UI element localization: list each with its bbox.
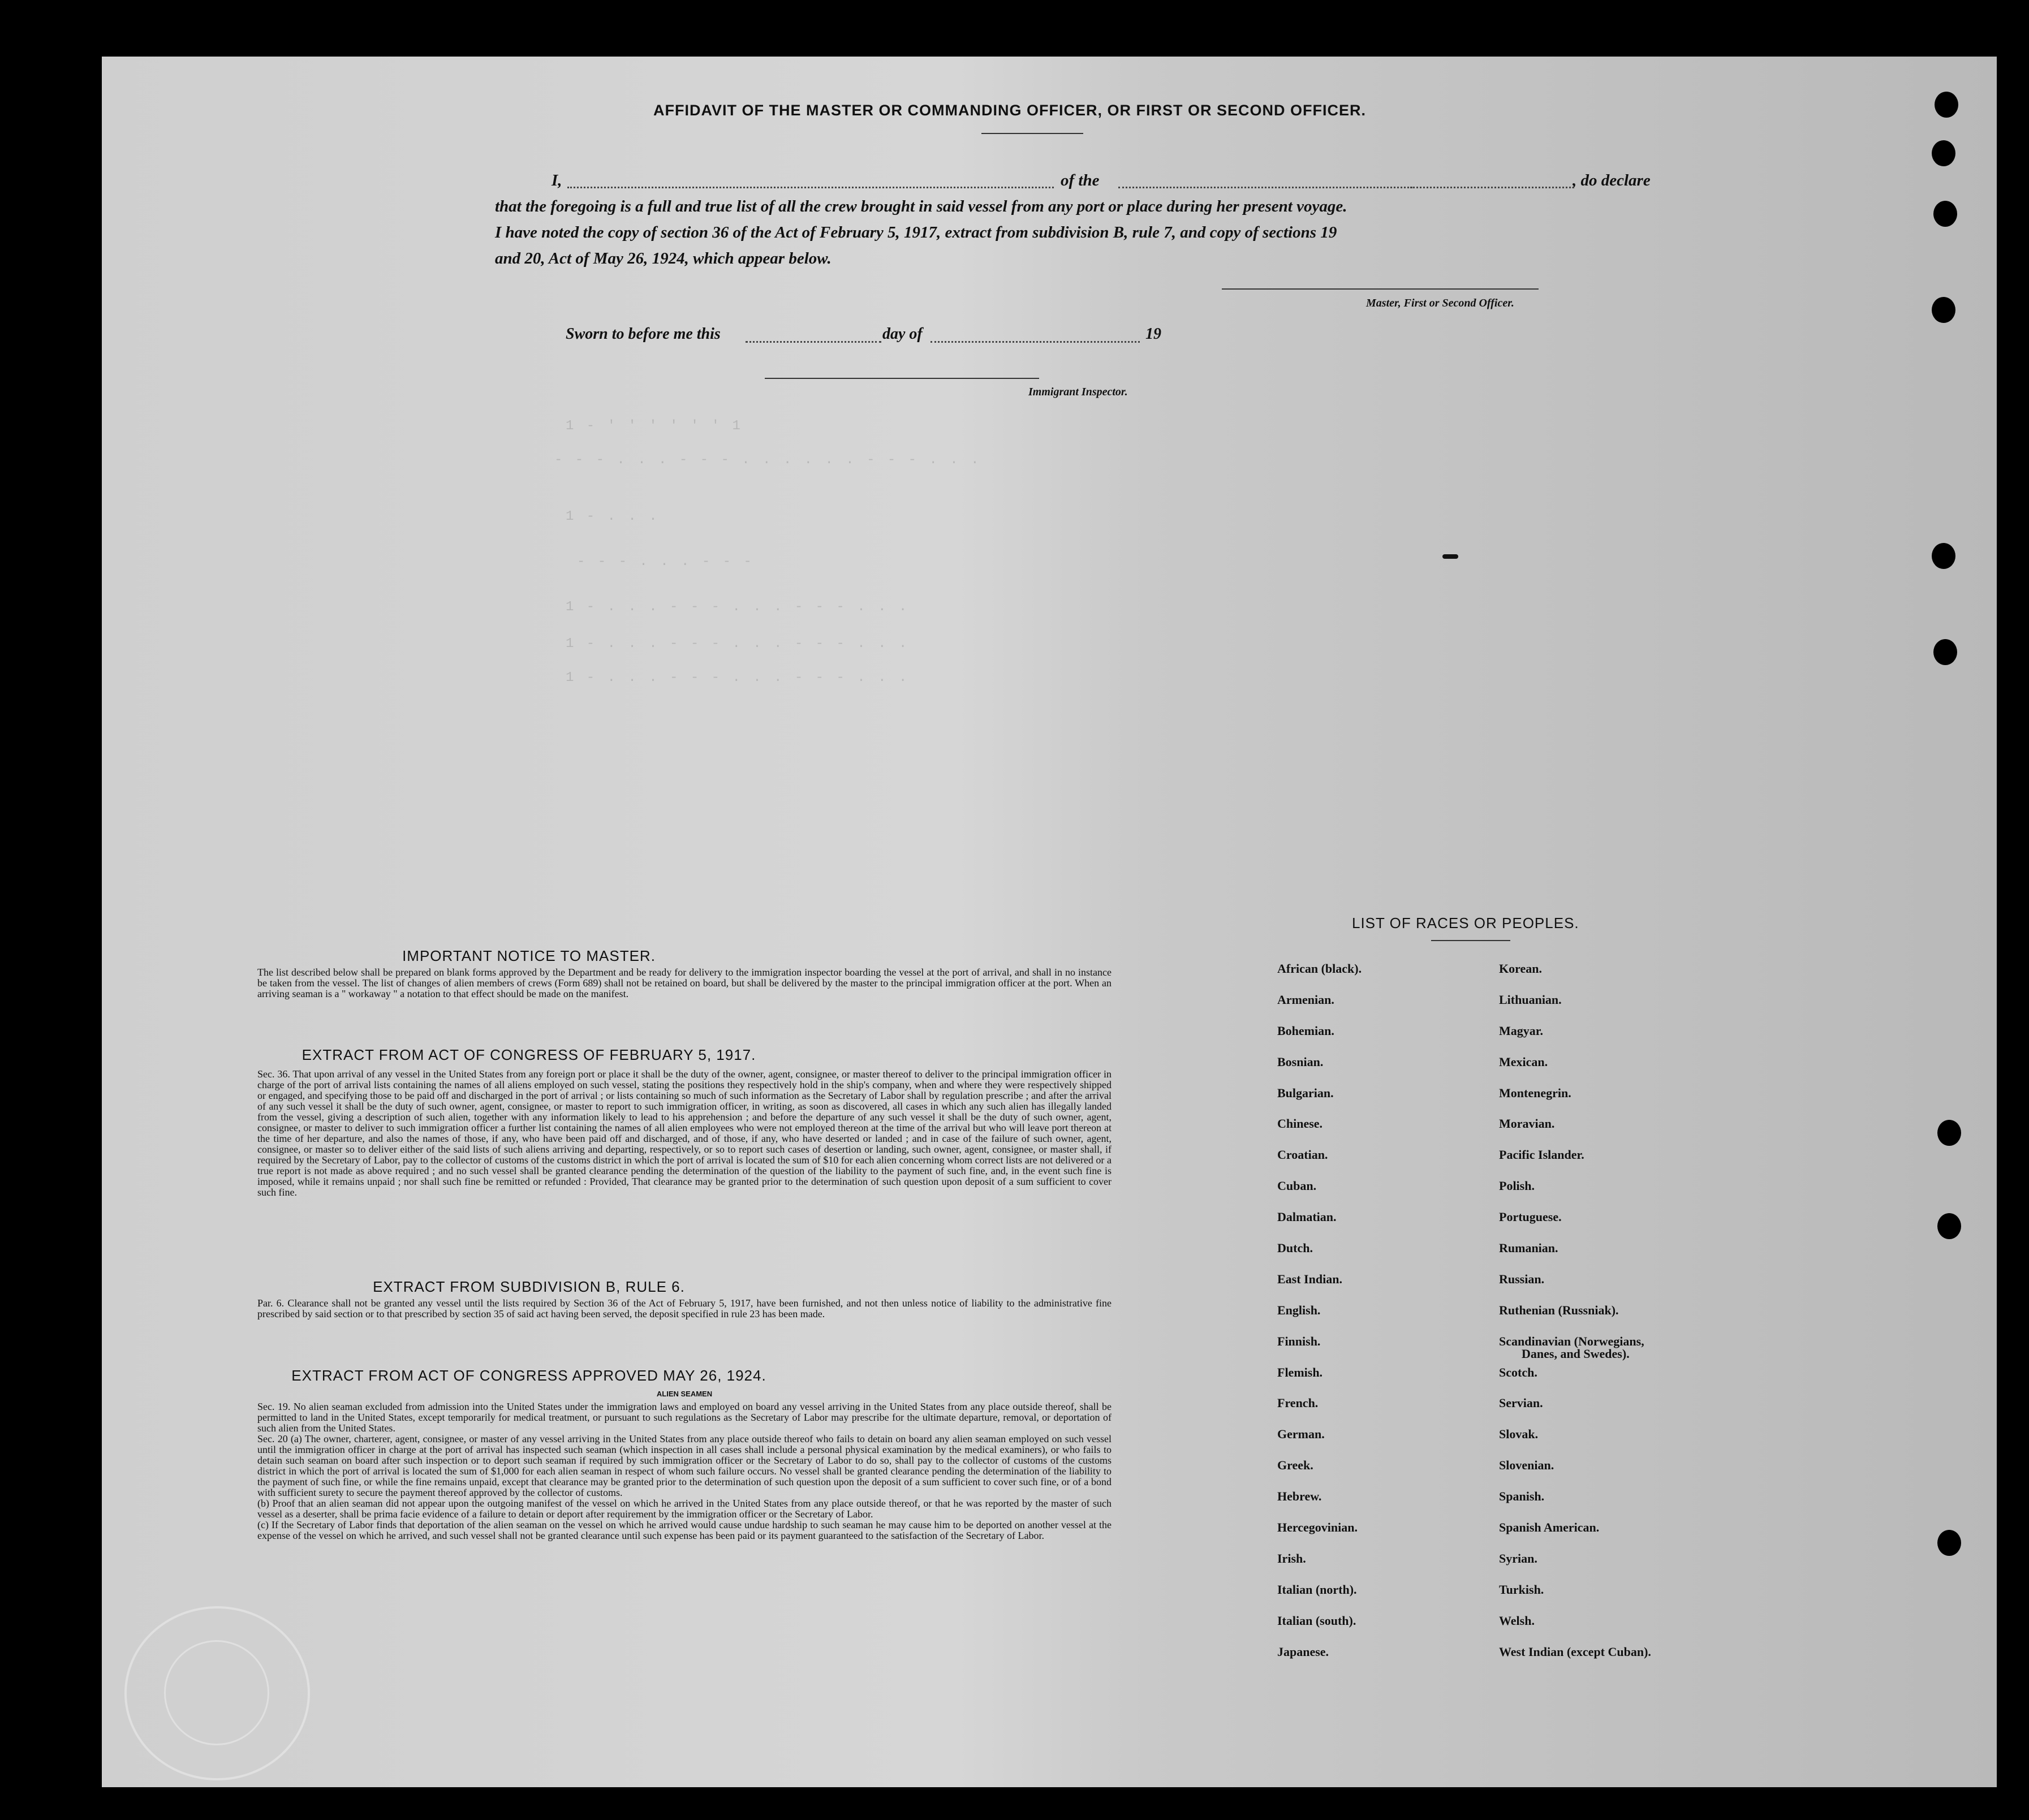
race-item: Greek.	[1277, 1458, 1313, 1473]
race-item: Spanish.	[1499, 1489, 1545, 1504]
notice-title: IMPORTANT NOTICE TO MASTER.	[402, 947, 656, 964]
race-item: Cuban.	[1277, 1179, 1317, 1193]
race-item: English.	[1277, 1303, 1321, 1317]
race-item: Ruthenian (Russniak).	[1499, 1303, 1619, 1317]
races-underline	[1431, 940, 1510, 941]
races-title: LIST OF RACES OR PEOPLES.	[1352, 915, 1579, 931]
binder-hole	[1932, 543, 1955, 569]
race-item: Hercegovinian.	[1277, 1520, 1358, 1535]
race-item: West Indian (except Cuban).	[1499, 1644, 1651, 1659]
notice-body: The list described below shall be prepared on blank forms approved by the Department and be ready for delivery to the immigration inspector boarding the vessel at the port of arrival, and shall in no instance be taken from the vessel. The list of changes of alien members of crews (Form 689) shall not be retained on board, but shall be delivered by the master to the principal immigration officer at the port. When an arriving seaman is a " workaway " a notation to that effect should be made on the manifest.	[257, 967, 1112, 999]
race-item: Servian.	[1499, 1396, 1543, 1411]
sworn-line: Sworn to before me this day of 19	[566, 325, 1161, 343]
race-item: Bosnian.	[1277, 1054, 1324, 1069]
subdivision-b-title: EXTRACT FROM SUBDIVISION B, RULE 6.	[373, 1278, 685, 1295]
bleed-through-text: 1 - . . . - - - . . . - - - . . .	[566, 670, 910, 685]
race-item: Welsh.	[1499, 1613, 1535, 1628]
race-item: Magyar.	[1499, 1023, 1544, 1038]
race-item: Chinese.	[1277, 1116, 1323, 1131]
sec-20b: (b) Proof that an alien seaman did not appear upon the outgoing manifest of the vessel on which he arrived in the United States from any place outside thereof, or that he was reported by the master of such vessel as a deserter, shall be prima facie evidence of a failure to detain or deport after requirement by the immigration officer or the Secretary of Labor.	[257, 1498, 1112, 1520]
bleed-through-text: - - - . . . - - - . . . . . . - - - . . .	[554, 452, 981, 468]
affidavit-i: I,	[552, 171, 562, 189]
subdivision-b-body: Par. 6. Clearance shall not be granted any vessel until the lists required by Section 36 of the Act of February 5, 1917, have been furnished, and not then unless notice of liability to the administrative fine prescribed by said section or to that prescribed by section 35 of said act having been served, the deposit specified in rule 23 has been made.	[257, 1297, 1112, 1319]
race-item: Mexican.	[1499, 1054, 1548, 1069]
races-left-column	[1277, 961, 1362, 1675]
bleed-through-text: 1 - . . .	[566, 509, 660, 524]
race-item: Dutch.	[1277, 1241, 1313, 1256]
race-item: Moravian.	[1499, 1116, 1555, 1131]
affidavit-declare: , do declare	[1573, 171, 1651, 189]
race-item: Dalmatian.	[1277, 1210, 1337, 1224]
race-item: East Indian.	[1277, 1271, 1342, 1286]
affidavit-title: AFFIDAVIT OF THE MASTER OR COMMANDING OFFICER, OR FIRST OR SECOND OFFICER.	[653, 102, 1366, 119]
binder-hole	[1932, 297, 1955, 323]
races-right-column	[1499, 961, 1651, 1675]
race-item: Italian (south).	[1277, 1613, 1356, 1628]
race-item: Spanish American.	[1499, 1520, 1600, 1535]
binder-hole	[1933, 639, 1957, 665]
race-item: Armenian.	[1277, 992, 1334, 1007]
race-item: Montenegrin.	[1499, 1085, 1571, 1100]
ink-mark	[1442, 554, 1458, 559]
affidavit-of-the: of the	[1061, 171, 1100, 189]
race-item: Polish.	[1499, 1179, 1535, 1193]
title-underline	[981, 133, 1083, 134]
race-item: German.	[1277, 1427, 1325, 1442]
race-item: Scandinavian (Norwegians, Danes, and Swedes).	[1499, 1334, 1644, 1361]
bleed-through-text: 1 - ' ' ' ' ' ' 1	[566, 419, 743, 434]
race-item: Portuguese.	[1499, 1210, 1562, 1224]
race-item: Slovak.	[1499, 1427, 1539, 1442]
bleed-through-text: - - - . . . - - -	[577, 554, 754, 570]
document-page	[102, 57, 1997, 1787]
binder-hole	[1937, 1213, 1961, 1239]
embossed-seal-inner	[164, 1640, 269, 1745]
extract-1917-title: EXTRACT FROM ACT OF CONGRESS OF FEBRUARY 5, 1917.	[301, 1046, 756, 1063]
race-item: Finnish.	[1277, 1334, 1321, 1348]
affidavit-line-2: that the foregoing is a full and true list of all the crew brought in said vessel from any port or place during her present voyage.	[495, 197, 1347, 215]
sec-20c: (c) If the Secretary of Labor finds that deportation of the alien seaman on the vessel on which he arrived would cause undue hardship to such seaman he may cause him to be deported on another vessel at the expense of the vessel on which he arrived, and such vessel shall not be granted clearance until such expense has been paid or its payment guaranteed to the satisfaction of the Secretary of Labor.	[257, 1519, 1112, 1541]
race-item: Slovenian.	[1499, 1458, 1554, 1473]
sec-20a: Sec. 20 (a) The owner, charterer, agent, consignee, or master of any vessel arriving in the United States from any place outside thereof who fails to detain on board any alien seaman employed on such vessel until the immigration officer in charge at the port of arrival has inspected such seaman (which inspection in all cases shall include a personal physical examination by the medical examiners), or who fails to detain such seaman on board after such inspection or to deport such seaman if required by such immigration officer or the Secretary of Labor to do so, shall pay to the collector of customs of the customs district in which the port of arrival is located the sum of $1,000 for each alien seaman in respect of whom such failure occurs. No vessel shall be granted clearance pending the determination of the liability to the payment of such fine, or while the fine remains unpaid, except that clearance may be granted prior to the determination of such question upon the deposit of a sum sufficient to cover such fine, or of a bond with sufficient surety to secure the payment thereof approved by the collector of customs.	[257, 1433, 1112, 1498]
race-item: Korean.	[1499, 961, 1542, 976]
sec-19: Sec. 19. No alien seaman excluded from admission into the United States under the immigration laws and employed on board any vessel arriving in the United States from any place outside thereof, shall be permitted to land in the United States, except temporarily for medical treatment, or pursuant to such regulations as the Secretary of Labor may prescribe for the ultimate departure, removal, or deportation of such alien from the United States.	[257, 1401, 1112, 1434]
race-item: Flemish.	[1277, 1365, 1323, 1379]
race-item: Hebrew.	[1277, 1489, 1322, 1504]
extract-1924-title: EXTRACT FROM ACT OF CONGRESS APPROVED MAY 26, 1924.	[291, 1367, 766, 1384]
race-item: Croatian.	[1277, 1148, 1328, 1162]
race-item: Irish.	[1277, 1551, 1306, 1565]
race-item: Italian (north).	[1277, 1582, 1357, 1597]
race-item: French.	[1277, 1396, 1319, 1411]
inspector-signature-line	[765, 378, 1039, 379]
extract-1917-body: Sec. 36. That upon arrival of any vessel in the United States from any foreign port or place it shall be the duty of the owner, agent, consignee, or master thereof to deliver to the principal immigration officer in charge of the port of arrival lists containing the names of all aliens employed on such vessel, stating the positions they respectively hold in the ship's company, when and where they were respectively shipped or engaged, and specifying those to be paid off and discharged in the port of arrival ; or lists containing so much of such information as the Secretary of Labor shall by regulation prescribe ; and after the arrival of any such vessel it shall be the duty of such owner, agent, consignee, or master to report to such immigration officer, in writing, as soon as discovered, all cases in which any such alien has illegally landed from the vessel, giving a description of such alien, together with any information likely to lead to his apprehension ; and before the departure of any such vessel it shall be the duty of such owner, agent, consignee, or master to deliver to such immigration officer a further list containing the names of all alien employees who were not employed thereon at the time of the arrival but who will leave port thereon at the time of her departure, and also the names of those, if any, who have been paid off and discharged, and of those, if any, who have deserted or landed ; and in case of the failure of such owner, agent, consignee, or master so to deliver either of the said lists of such aliens arriving and departing, respectively, or so to report such cases of desertion or landing, such owner, agent, consignee, or master shall, if required by the Secretary of Labor, pay to the collector of customs of the customs district in which the port of arrival is located the sum of $10 for each alien concerning whom correct lists are not delivered or a true report is not made as above required ; and no such vessel shall be granted clearance pending the determination of the question of the liability to the payment of such fine, and, in the event such fine is imposed, while it remains unpaid ; nor shall such fine be remitted or refunded : Provided, That clearance may be granted prior to the determination of such question upon deposit of a sum sufficient to cover such fine.	[257, 1068, 1112, 1198]
race-item: Scotch.	[1499, 1365, 1537, 1379]
race-item: Syrian.	[1499, 1551, 1537, 1565]
binder-hole	[1932, 140, 1955, 166]
binder-hole	[1935, 92, 1958, 118]
race-item: Rumanian.	[1499, 1241, 1558, 1256]
affidavit-line-3: I have noted the copy of section 36 of the Act of February 5, 1917, extract from subdivision B, rule 7, and copy of sections 19	[495, 223, 1337, 241]
race-item: Turkish.	[1499, 1582, 1544, 1597]
race-item: Japanese.	[1277, 1644, 1329, 1659]
binder-hole	[1937, 1530, 1961, 1556]
master-signature-line	[1222, 288, 1539, 290]
extract-1924-subtitle: ALIEN SEAMEN	[656, 1390, 713, 1398]
race-item: Lithuanian.	[1499, 992, 1562, 1007]
race-item: Pacific Islander.	[1499, 1148, 1584, 1162]
race-item: Bulgarian.	[1277, 1085, 1334, 1100]
inspector-label: Immigrant Inspector.	[1028, 386, 1128, 398]
race-item: Bohemian.	[1277, 1023, 1334, 1038]
bleed-through-text: 1 - . . . - - - . . . - - - . . .	[566, 636, 910, 652]
race-item: Russian.	[1499, 1271, 1545, 1286]
binder-hole	[1933, 201, 1957, 227]
race-item: African (black).	[1277, 961, 1362, 976]
extract-1924-body	[257, 1401, 1112, 1541]
binder-hole	[1937, 1120, 1961, 1146]
affidavit-line-4: and 20, Act of May 26, 1924, which appear below.	[495, 249, 832, 268]
race-item-continuation: Danes, and Swedes).	[1522, 1346, 1630, 1361]
master-signature-label: Master, First or Second Officer.	[1366, 297, 1514, 309]
bleed-through-text: 1 - . . . - - - . . . - - - . . .	[566, 600, 910, 615]
affidavit-body	[495, 167, 1694, 271]
